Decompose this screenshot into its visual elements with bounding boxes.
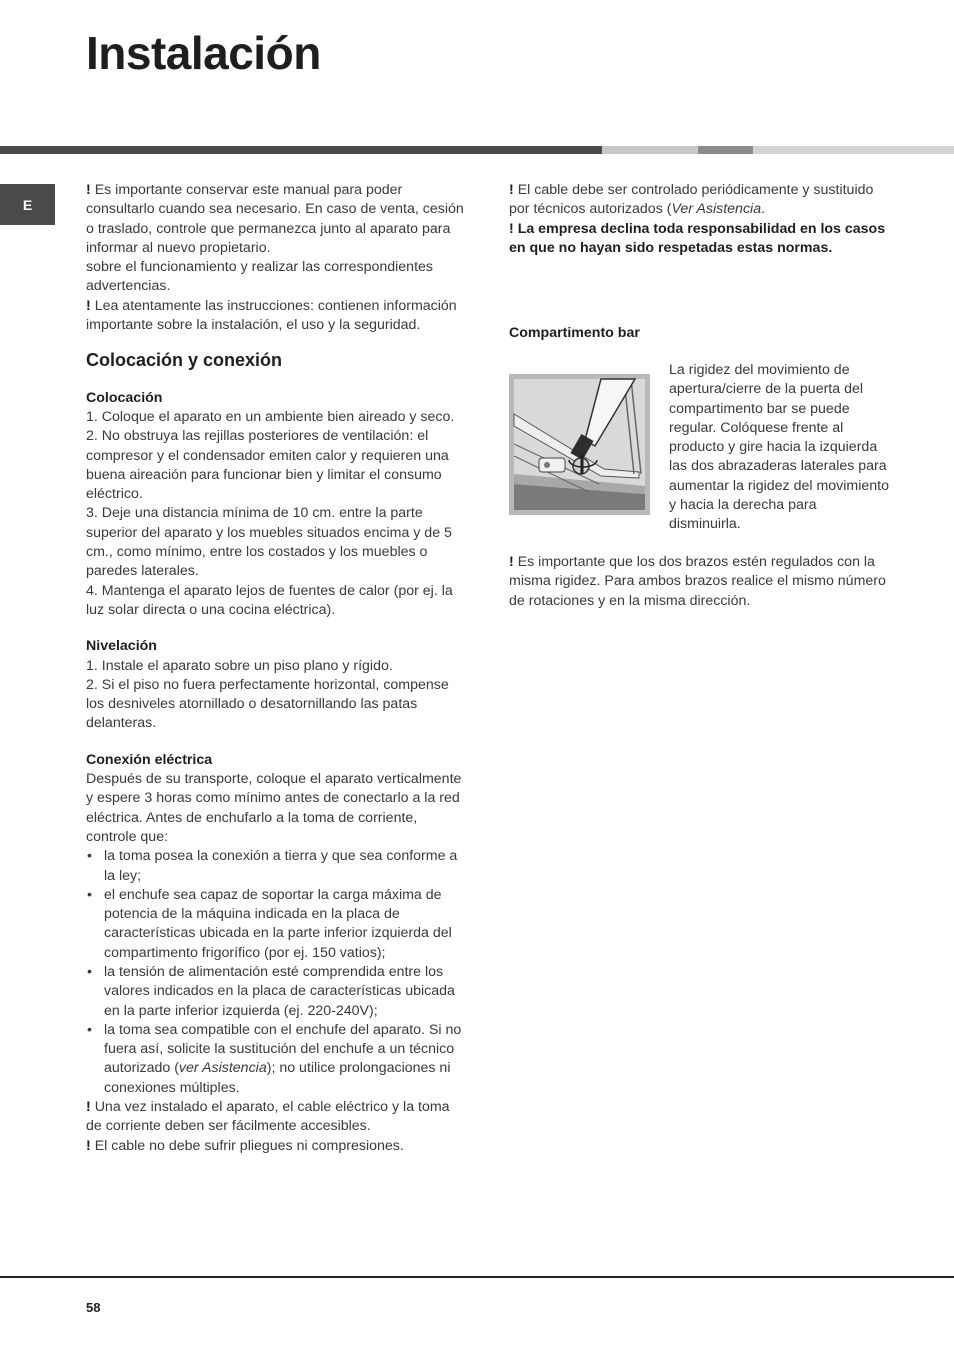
warning-mark: ! [86, 182, 91, 198]
header-bar-mid [698, 146, 753, 154]
warning-mark: ! [509, 220, 514, 237]
list-item: • la toma sea compatible con el enchufe del aparato. Si no fuera así, solicite la sustitución del enchufe a un técnico autorizado (ver Asistencia); no utilice prolongaciones ni conexiones múltiples. [86, 1021, 466, 1098]
bar-note: ! Es importante que los dos brazos estén regulados con la misma rigidez. Para ambos brazos realice el mismo número de rotaciones y en la misma dirección. [509, 554, 886, 609]
conexion-warning-1: ! Una vez instalado el aparato, el cable eléctrico y la toma de corriente deben ser fácilmente accesibles. [86, 1099, 450, 1135]
header-bar-light-1 [602, 146, 698, 154]
language-tab: E [0, 184, 55, 225]
list-item: • la toma posea la conexión a tierra y que sea conforme a la ley; [86, 847, 466, 886]
conexion-warning-2: ! El cable no debe sufrir pliegues ni compresiones. [86, 1137, 404, 1154]
bar-hinge-illustration [509, 374, 650, 515]
page-number: 58 [86, 1300, 101, 1315]
colocacion-item: 2. No obstruya las rejillas posteriores de ventilación: el compresor y el condensador emiten calor y requieren una buena aireación para funcionar bien y limitar el consumo eléctrico. [86, 428, 449, 503]
left-column [86, 181, 466, 1156]
colocacion-item: 3. Deje una distancia mínima de 10 cm. entre la parte superior del aparato y los muebles situados encima y de 5 cm., como mínimo, entre los costados y los muebles o paredes laterales. [86, 505, 452, 580]
liability-warning: ! La empresa declina toda responsabilidad en los casos en que no hayan sido respetadas estas normas. [509, 220, 886, 256]
warning-mark: ! [509, 554, 514, 570]
nivelacion-item: 2. Si el piso no fuera perfectamente horizontal, compense los desniveles atornillado o desatornillando las patas delanteras. [86, 676, 449, 732]
footer-rule [0, 1276, 954, 1278]
intro-paragraph-2: sobre el funcionamiento y realizar las correspondientes advertencias. [86, 259, 433, 295]
warning-mark: ! [86, 1137, 91, 1154]
page-title: Instalación [86, 27, 321, 79]
cable-warning: ! El cable debe ser controlado periódicamente y sustituido por técnicos autorizados (Ver Asistencia. [509, 182, 874, 218]
colocacion-item: 4. Mantenga el aparato lejos de fuentes de calor (por ej. la luz solar directa o una cocina eléctrica). [86, 582, 453, 618]
colocacion-item: 1. Coloque el aparato en un ambiente bien aireado y seco. [86, 408, 455, 425]
bar-description: La rigidez del movimiento de apertura/cierre de la puerta del compartimento bar se puede regular. Colóquese frente al producto y gire hacia la izquierda las dos abrazaderas laterales para aumentar la rigidez del movimiento y hacia la derecha para disminuirla. [669, 362, 890, 533]
warning-mark: ! [509, 182, 514, 198]
warning-mark: ! [86, 1099, 91, 1116]
list-item: • el enchufe sea capaz de soportar la carga máxima de potencia de la máquina indicada en la placa de características ubicada en la parte inferior izquierda del compartimento frigorífico (por ej. 150 vatios); [86, 886, 466, 963]
right-column-top [509, 181, 889, 258]
section-title: Colocación y conexión [86, 350, 283, 371]
nivelacion-list [86, 657, 466, 734]
conexion-heading: Conexión eléctrica [86, 751, 213, 768]
colocacion-heading: Colocación [86, 389, 163, 406]
warning-mark: ! [86, 297, 91, 314]
nivelacion-heading: Nivelación [86, 638, 157, 655]
intro-paragraph-1: ! Es importante conservar este manual para poder consultarlo cuando sea necesario. En caso de venta, cesión o traslado, controle que permanezca junto al aparato para informar al nuevo propietario. [86, 182, 464, 256]
intro-paragraph-3: ! Lea atentamente las instrucciones: contienen información importante sobre la instalación, el uso y la seguridad. [86, 297, 457, 334]
bar-heading: Compartimento bar [509, 325, 640, 341]
conexion-intro: Después de su transporte, coloque el aparato verticalmente y espere 3 horas como mínimo antes de conectarlo a la red eléctrica. Antes de enchufarlo a la toma de corriente, controle que: [86, 771, 462, 845]
conexion-checklist [86, 847, 466, 1098]
nivelacion-item: 1. Instale el aparato sobre un piso plano y rígido. [86, 657, 393, 674]
list-item: • la tensión de alimentación esté comprendida entre los valores indicados en la placa de características ubicada en la parte inferior izquierda (ej. 220-240V); [86, 963, 466, 1021]
screwdriver-hinge-icon [509, 374, 650, 515]
colocacion-list [86, 408, 466, 620]
header-bar-light-2 [753, 146, 954, 154]
header-bar-dark [0, 146, 602, 154]
